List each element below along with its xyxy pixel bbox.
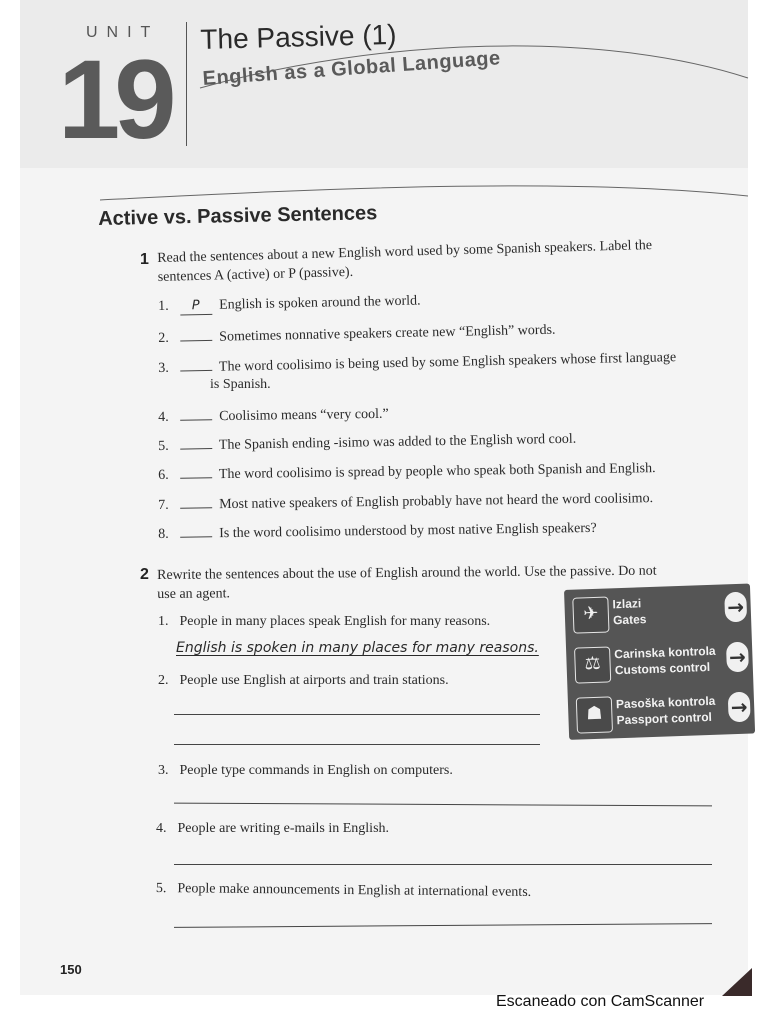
page-corner-shadow	[722, 968, 752, 996]
item-number: 6.	[158, 467, 169, 483]
exercise-1-instruction-line2: sentences A (active) or P (passive).	[157, 264, 354, 285]
exercise-1-instruction-line1: Read the sentences about a new English word used by some Spanish speakers. Label the	[157, 238, 653, 266]
sign-line-local: Izlazi	[612, 596, 642, 612]
exercise-2-item	[158, 613, 490, 631]
unit-subtitle: English as a Global Language	[202, 47, 502, 90]
item-text: The word coolisimo is spread by people who speak both Spanish and English.	[218, 461, 656, 483]
arrow-right-icon: →	[728, 692, 751, 723]
exercise-2-number: 2	[140, 566, 149, 583]
exercise-2-item	[158, 672, 449, 690]
item-number: 1.	[158, 298, 169, 314]
answer-blank[interactable]: P	[180, 300, 212, 316]
arrow-right-icon: →	[726, 642, 749, 673]
item-number: 8.	[158, 526, 169, 542]
airplane-icon: ✈	[572, 596, 609, 633]
item-number: 3.	[158, 360, 169, 376]
item-text: Is the word coolisimo understood by most native English speakers?	[219, 520, 597, 542]
item-number: 5.	[155, 880, 167, 897]
item-text: People use English at airports and train stations.	[179, 673, 449, 688]
section-title: Active vs. Passive Sentences	[98, 202, 378, 230]
answer-line[interactable]	[174, 744, 540, 745]
item-text: People type commands in English on computers.	[179, 763, 453, 778]
answer-blank[interactable]	[179, 326, 211, 342]
item-text: Sometimes nonnative speakers create new “English” words.	[219, 322, 556, 345]
item-text: Coolisimo means “very cool.”	[219, 406, 389, 425]
exercise-1-number: 1	[140, 251, 149, 268]
sign-row-gates	[564, 586, 751, 638]
sign-line-english: Customs control	[614, 659, 711, 678]
item-text: The word coolisimo is being used by some English speakers whose first language	[218, 350, 677, 375]
sign-line-local: Pasoška kontrola	[615, 693, 716, 712]
exercise-2-item	[156, 820, 389, 838]
item-text: People in many places speak English for many reasons.	[179, 614, 491, 629]
item-text: People make announcements in English at international events.	[177, 881, 532, 900]
sign-line-english: Passport control	[616, 709, 713, 728]
item-number: 1.	[158, 614, 169, 629]
page-number: 150	[60, 962, 82, 977]
sign-row-passport	[568, 685, 755, 737]
item-number: 4.	[158, 409, 169, 425]
answer-line[interactable]	[174, 714, 540, 715]
item-number: 7.	[158, 497, 169, 513]
sign-text	[614, 643, 716, 679]
answer-blank[interactable]	[179, 463, 211, 478]
item-number: 3.	[158, 763, 169, 778]
item-number: 2.	[158, 673, 169, 688]
sign-text	[616, 693, 716, 728]
unit-divider	[186, 22, 187, 146]
answer-blank[interactable]	[179, 405, 211, 420]
answer-blank[interactable]	[179, 493, 211, 508]
exercise-2-instruction-line2: use an agent.	[157, 586, 231, 602]
answer-blank[interactable]	[179, 434, 211, 450]
airport-sign-photo	[564, 584, 755, 740]
scanner-watermark: Escaneado con CamScanner	[496, 993, 705, 1010]
customs-officer-icon: ⚖	[574, 646, 611, 683]
sign-line-local: Carinska kontrola	[614, 643, 716, 662]
exercise-2-instruction-line1: Rewrite the sentences about the use of English around the world. Use the passive. Do not	[157, 563, 657, 583]
exercise-2-item	[158, 762, 453, 780]
sign-line-english: Gates	[612, 612, 647, 628]
sign-row-customs	[566, 635, 753, 687]
item-text: People are writing e-mails in English.	[177, 821, 390, 836]
item-number: 4.	[156, 821, 167, 836]
answer-blank[interactable]	[179, 522, 211, 537]
arrow-right-icon: →	[724, 592, 747, 623]
sign-text	[612, 595, 646, 628]
unit-title: The Passive (1)	[200, 18, 397, 55]
exercise-1-item	[158, 403, 389, 427]
item-text: The Spanish ending -isimo was added to the English word cool.	[218, 431, 577, 453]
unit-number: 19	[58, 37, 171, 162]
item-continuation: is Spanish.	[210, 377, 271, 392]
item-text: Most native speakers of English probably have not heard the word coolisimo.	[219, 491, 654, 513]
unit-label: UNIT	[86, 24, 160, 41]
answer-line[interactable]	[174, 864, 712, 865]
item-number: 5.	[158, 438, 169, 454]
item-text: English is spoken around the world.	[219, 293, 421, 313]
passport-officer-icon: ☗	[576, 696, 613, 733]
item-number: 2.	[158, 330, 169, 346]
handwritten-answer[interactable]: English is spoken in many places for many reasons.	[176, 640, 539, 656]
answer-blank[interactable]	[179, 356, 211, 372]
